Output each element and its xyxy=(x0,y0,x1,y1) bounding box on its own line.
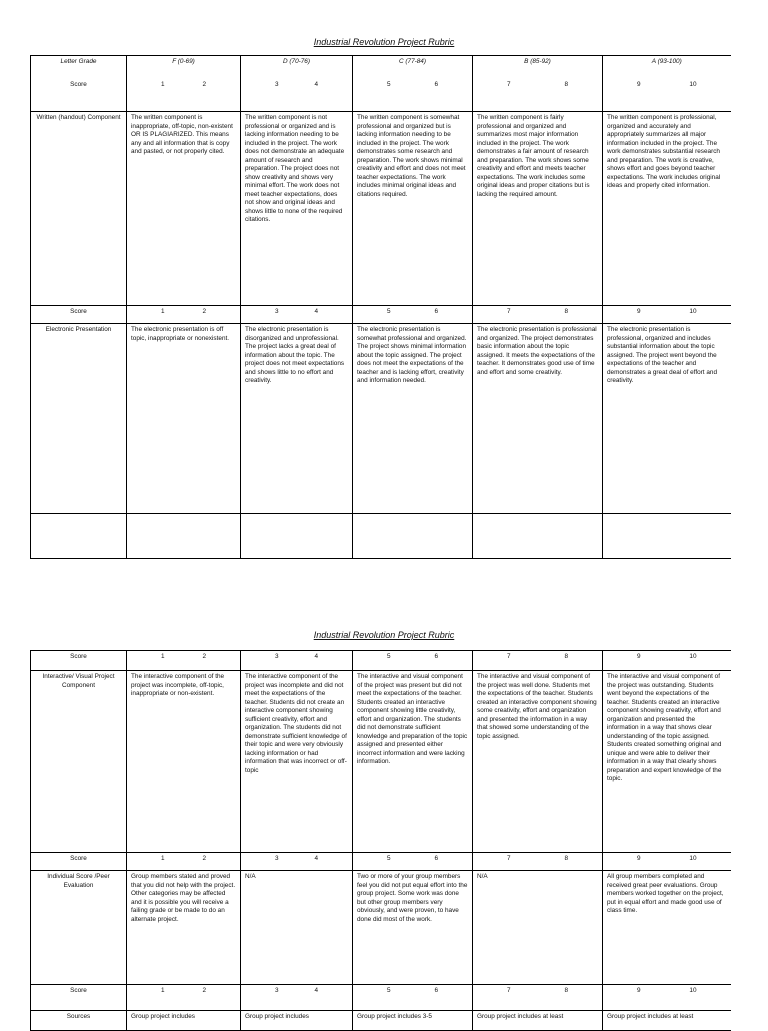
grade-c-header: C (77-84) 5 6 xyxy=(353,56,473,112)
rubric-row-interactive xyxy=(31,671,731,853)
rubric-cell: Group project includes at least xyxy=(603,1011,731,1031)
rubric-cell: Group project includes xyxy=(127,1011,241,1031)
rubric-cell: The electronic presentation is professional, organized and includes substantial information about the topic assigned. The project went beyond the expectations of the teacher and demonstrates a great deal of effort and creativity. xyxy=(603,324,731,514)
rubric-table-2 xyxy=(30,650,731,1031)
blank-row xyxy=(31,514,731,559)
rubric-cell: The interactive component of the project was incomplete and did not meet the expectations of the teacher. Students did not create an interactive component showing sufficient creativity, effort and organization. The students did not demonstrate sufficient knowledge of their topic and were very obviously lacking information or had information that was incorrect or off-topic xyxy=(241,671,353,853)
rubric-cell: The interactive and visual component of the project was present but did not meet the expectations of the teacher. Students created an interactive component showing little creativity, effort and organization. The students did not demonstrate sufficient knowledge and preparation of the topic assigned and presented either incorrect information and were lacking information. xyxy=(353,671,473,853)
rubric-cell: Two or more of your group members feel you did not put equal effort into the group project. Some work was done but other group members very obviously, and were proven, to have done did most of the work. xyxy=(353,871,473,985)
grade-header-row xyxy=(31,56,731,112)
rubric-cell: Group members stated and proved that you did not help with the project. Other categories may be affected and it is possible you will receive a failing grade or be made to do an alternate project. xyxy=(127,871,241,985)
category-label: Sources xyxy=(31,1011,127,1031)
rubric-row-sources xyxy=(31,1011,731,1031)
grade-d-header: D (70-76) 3 4 xyxy=(241,56,353,112)
rubric-cell: All group members completed and received great peer evaluations. Group members worked together on the project, put in equal effort and made good use of class time. xyxy=(603,871,731,985)
score-row: Score 1 2 3 4 5 6 7 8 9 10 xyxy=(31,853,731,871)
rubric-cell: N/A xyxy=(473,871,603,985)
rubric-cell: Group project includes xyxy=(241,1011,353,1031)
rubric-cell: The electronic presentation is somewhat professional and organized. The project shows minimal information about the topic assigned. The project does not meet the expectations of the teacher and is lacking effort, creativity and information needed. xyxy=(353,324,473,514)
category-label: Individual Score /Peer Evaluation xyxy=(31,871,127,985)
score-label: Score xyxy=(31,985,127,1011)
score-row: Score 1 2 3 4 5 6 7 8 9 10 xyxy=(31,985,731,1011)
rubric-title-1: Industrial Revolution Project Rubric xyxy=(313,37,455,47)
rubric-cell: The written component is professional, organized and accurately and appropriately summarizes all major information included in the project. The work demonstrates substantial research and preparation. The work is creative, shows effort and goes beyond teacher expectations. The work includes original ideas and properly cited information. xyxy=(603,112,731,306)
rubric-row-written xyxy=(31,112,731,306)
rubric-cell: The written component is fairly professional and organized and summarizes most major information included in the project. The work demonstrates a fair amount of research and preparation. The work shows some creativity and effort and meets teacher expectations. The work includes some original ideas and proper citations but is lacking the required amount. xyxy=(473,112,603,306)
grade-f-header: F (0-69) 1 2 xyxy=(127,56,241,112)
score-row: Score 1 2 3 4 5 6 7 8 9 10 xyxy=(31,651,731,671)
rubric-row-peer-eval xyxy=(31,871,731,985)
rubric-row-electronic xyxy=(31,324,731,514)
grade-b-header: B (85-92) 7 8 xyxy=(473,56,603,112)
category-label: Interactive/ Visual Project Component xyxy=(31,671,127,853)
score-label: Score xyxy=(70,80,87,88)
score-label: Score xyxy=(31,853,127,871)
score-row: Score 1 2 3 4 5 6 7 8 9 10 xyxy=(31,306,731,324)
rubric-cell: The electronic presentation is disorganized and unprofessional. The project lacks a great deal of information about the topic. The project does not meet expectations and shows little to no effort and creativity. xyxy=(241,324,353,514)
score-label: Score xyxy=(31,651,127,671)
rubric-cell: The written component is inappropriate, off-topic, non-existent OR IS PLAGIARIZED. This means any and all information that is copy and pasted, or not properly cited. xyxy=(127,112,241,306)
letter-grade-header: Letter Grade Score xyxy=(31,56,127,112)
rubric-cell: The interactive component of the project was incomplete, off-topic, inappropriate or non-existent. xyxy=(127,671,241,853)
rubric-cell: The written component is somewhat professional and organized but is lacking information needing to be included in the project. The work demonstrates some research and preparation. The work shows minimal creativity and effort and does not meet teacher expectations. The work includes minimal original ideas and citations required. xyxy=(353,112,473,306)
grade-a-header: A (93-100) 9 10 xyxy=(603,56,731,112)
category-label: Written (handout) Component xyxy=(31,112,127,306)
rubric-cell: Group project includes 3-5 xyxy=(353,1011,473,1031)
rubric-cell: The interactive and visual component of the project was outstanding. Students went beyond the expectations of the teacher. Students created an interactive component showing creativity, effort and organization and presented the information in a way that shows clear understanding of the topic assigned. Students created something original and unique and were able to deliver their information in a way that clearly shows preparation and expert knowledge of the topic. xyxy=(603,671,731,853)
category-label: Electronic Presentation xyxy=(31,324,127,514)
rubric-cell: The electronic presentation is off topic, inappropriate or nonexistent. xyxy=(127,324,241,514)
rubric-cell: Group project includes at least xyxy=(473,1011,603,1031)
rubric-cell: N/A xyxy=(241,871,353,985)
rubric-cell: The electronic presentation is professional and organized. The project demonstrates basic information about the topic assigned. It meets the expectations of the teacher. It demonstrates good use of time and effort and some creativity. xyxy=(473,324,603,514)
rubric-table-1 xyxy=(30,55,731,559)
rubric-cell: The written component is not professional or organized and is lacking information needing to be included in the project. The work does not demonstrate an adequate amount of research and preparation. The project does not show creativity and shows very minimal effort. The work does not meet teacher expectations, does not show and original ideas and shows little to none of the required citations. xyxy=(241,112,353,306)
score-label: Score xyxy=(31,306,127,324)
rubric-cell: The interactive and visual component of the project was well done. Students met the expectations of the teacher. Students created an interactive component showing some creativity, effort and organization and presented the information in a way that showed some understanding of the topic assigned. xyxy=(473,671,603,853)
rubric-title-2: Industrial Revolution Project Rubric xyxy=(313,630,455,640)
